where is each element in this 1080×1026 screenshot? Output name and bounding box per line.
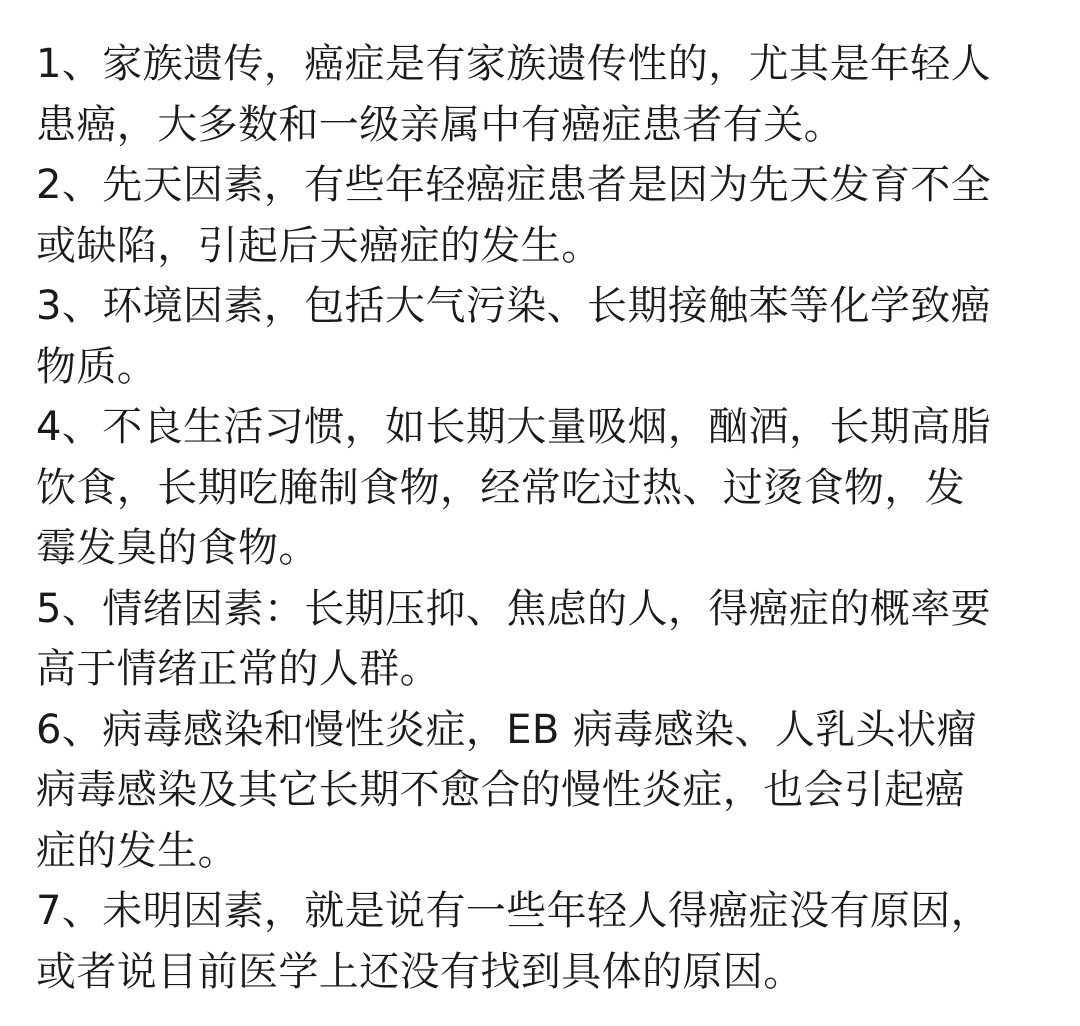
- text-line: 7、未明因素，就是说有一些年轻人得癌症没有原因，: [36, 888, 992, 934]
- text-line: 3、环境因素，包括大气污染、长期接触苯等化学致癌: [36, 283, 992, 329]
- text-line: 高于情绪正常的人群。: [36, 646, 440, 692]
- text-line: 物质。: [36, 343, 158, 390]
- text-line: 症的发生。: [36, 827, 238, 874]
- text-line: 1、家族遗传，癌症是有家族遗传性的，尤其是年轻人: [36, 41, 992, 87]
- document-body: [36, 34, 1046, 1002]
- text-line: 饮食，长期吃腌制食物，经常吃过热、过烫食物，发: [36, 464, 966, 511]
- text-line: 患癌，大多数和一级亲属中有癌症患者有关。: [36, 101, 844, 148]
- text-line: 霉发臭的食物。: [36, 525, 319, 571]
- text-line: 5、情绪因素：长期压抑、焦虑的人，得癌症的概率要: [36, 585, 992, 632]
- text-line: 4、不良生活习惯，如长期大量吸烟，酗酒，长期高脂: [36, 404, 992, 450]
- text-line: 6、病毒感染和慢性炎症，EB 病毒感染、人乳头状瘤: [36, 706, 977, 753]
- text-line: 或缺陷，引起后天癌症的发生。: [36, 222, 602, 269]
- text-line: 2、先天因素，有些年轻癌症患者是因为先天发育不全: [36, 162, 992, 208]
- text-line: 病毒感染及其它长期不愈合的慢性炎症，也会引起癌: [36, 767, 966, 813]
- text-line: 或者说目前医学上还没有找到具体的原因。: [36, 948, 804, 995]
